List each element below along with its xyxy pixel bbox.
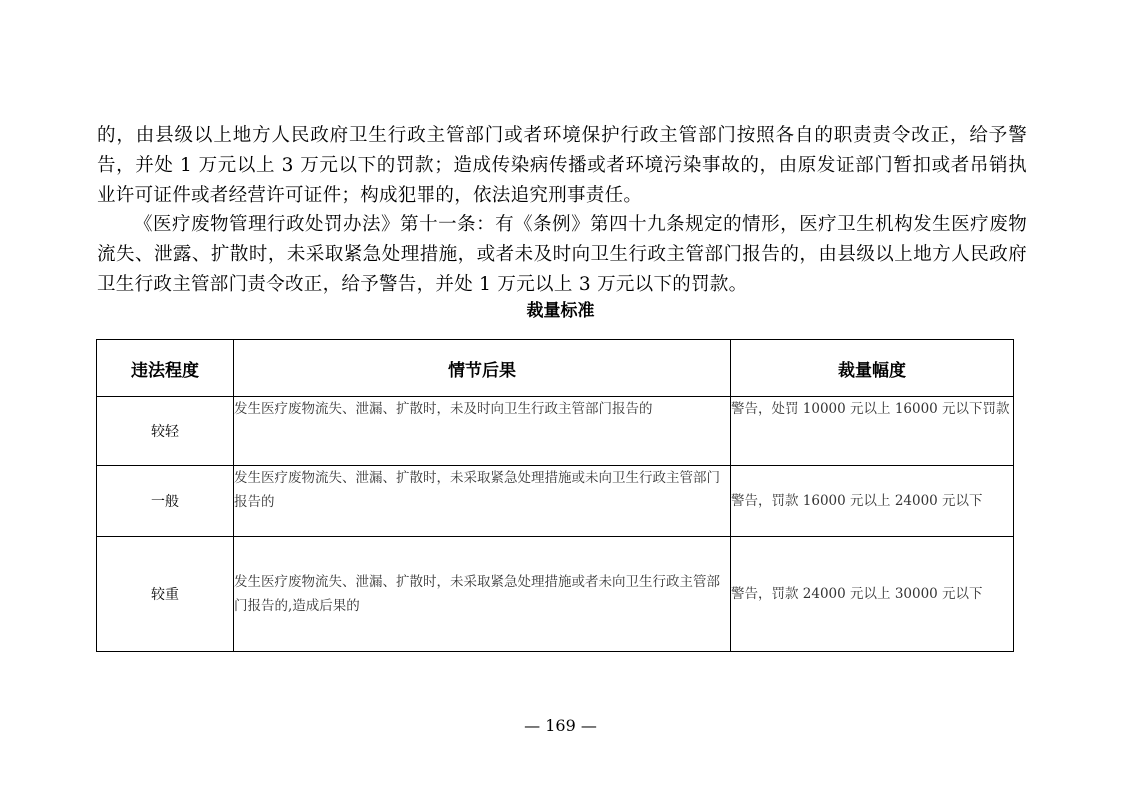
discretion-standard-table xyxy=(96,339,1014,652)
table-row xyxy=(97,466,1014,537)
penalty-range-cell: 警告，罚款 24000 元以上 30000 元以下 xyxy=(731,537,1014,652)
penalty-range-cell: 警告，处罚 10000 元以上 16000 元以下罚款 xyxy=(731,397,1014,466)
violation-degree-cell: 较轻 xyxy=(97,397,234,466)
body-paragraph-2: 《医疗废物管理行政处罚办法》第十一条：有《条例》第四十九条规定的情形，医疗卫生机构发生医疗废物流失、泄露、扩散时，未采取紧急处理措施，或者未及时向卫生行政主管部门报告的，由县级以上地方人民政府卫生行政主管部门责令改正，给予警告，并处 1 万元以上 3 万元以下的罚款。 xyxy=(97,214,1027,295)
penalty-range-cell: 警告，罚款 16000 元以上 24000 元以下 xyxy=(731,466,1014,537)
violation-degree-cell: 较重 xyxy=(97,537,234,652)
table-caption: 裁量标准 xyxy=(526,301,595,321)
circumstance-cell: 发生医疗废物流失、泄漏、扩散时，未采取紧急处理措施或者未向卫生行政主管部门报告的,造成后果的 xyxy=(234,537,731,652)
violation-degree-cell: 一般 xyxy=(97,466,234,537)
page-number: — 169 — xyxy=(524,716,597,735)
table-header-row xyxy=(97,340,1014,397)
table-row xyxy=(97,537,1014,652)
circumstance-cell: 发生医疗废物流失、泄漏、扩散时，未采取紧急处理措施或未向卫生行政主管部门报告的 xyxy=(234,466,731,537)
header-circumstance: 情节后果 xyxy=(234,340,731,397)
header-penalty-range: 裁量幅度 xyxy=(731,340,1014,397)
circumstance-cell: 发生医疗废物流失、泄漏、扩散时，未及时向卫生行政主管部门报告的 xyxy=(234,397,731,466)
body-paragraph-1: 的，由县级以上地方人民政府卫生行政主管部门或者环境保护行政主管部门按照各自的职责责令改正，给予警告，并处 1 万元以上 3 万元以下的罚款；造成传染病传播或者环境污染事故的，由原发证部门暂扣或者吊销执业许可证件或者经营许可证件；构成犯罪的，依法追究刑事责任。 xyxy=(97,125,1027,206)
header-violation-degree: 违法程度 xyxy=(97,340,234,397)
table-row xyxy=(97,397,1014,466)
